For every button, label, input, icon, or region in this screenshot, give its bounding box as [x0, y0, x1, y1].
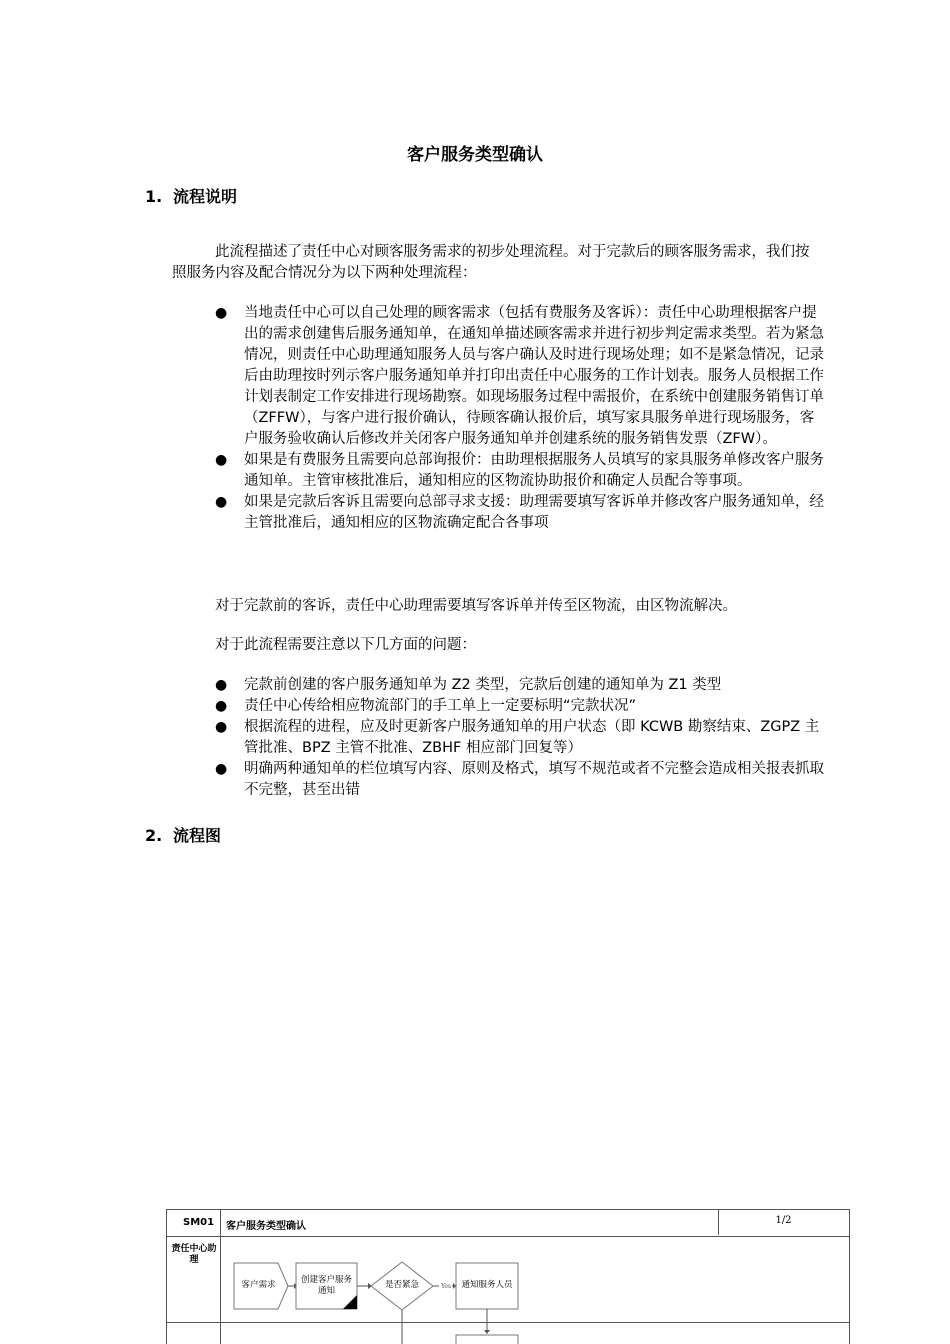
- bullet-icon: ●: [215, 761, 228, 777]
- list-item: [215, 759, 825, 801]
- list-item: [215, 303, 825, 450]
- document-title: 客户服务类型确认: [407, 145, 543, 165]
- list-item-text: 如果是完款后客诉且需要向总部寻求支援：助理需要填写客诉单并修改客户服务通知单，经主管批准后，通知相应的区物流确定配合各事项: [244, 494, 824, 531]
- list-item-text: 完款前创建的客户服务通知单为 Z2 类型，完款后创建的通知单为 Z1 类型: [244, 677, 722, 693]
- section-2-title: 流程图: [173, 826, 222, 845]
- list-item-text: 责任中心传给相应物流部门的手工单上一定要标明“完款状况”: [244, 698, 637, 714]
- section-1-heading: [145, 184, 237, 207]
- flowchart-name: 客户服务类型确认: [226, 1221, 306, 1232]
- bullet-icon: ●: [215, 452, 228, 468]
- list-item: [215, 492, 825, 534]
- flowchart: [166, 1209, 850, 1344]
- list-item-text: 明确两种通知单的栏位填写内容、原则及格式，填写不规范或者不完整会造成相关报表抓取不完整，甚至出错: [244, 761, 824, 798]
- bullet-icon: ●: [215, 677, 228, 693]
- attention-intro: 对于此流程需要注意以下几方面的问题：: [215, 637, 476, 653]
- bullet-icon: ●: [215, 494, 228, 510]
- list-item: [215, 450, 825, 492]
- section-2-heading: [145, 823, 221, 846]
- section-1-title: 流程说明: [173, 187, 238, 206]
- bullet-icon: ●: [215, 305, 228, 321]
- flowchart-shapes: [166, 1209, 850, 1344]
- start-node-label: 客户需求: [241, 1280, 276, 1290]
- list-item-text: 根据流程的进程，应及时更新客户服务通知单的用户状态（即 KCWB 勘察结束、ZGPZ 主管批准、BPZ 主管不批准、ZBHF 相应部门回复等）: [244, 719, 820, 756]
- process-type-list: [215, 303, 825, 534]
- notify-node-label: 通知服务人员: [461, 1280, 513, 1290]
- flowchart-page: 1/2: [775, 1215, 792, 1226]
- list-item: [215, 696, 825, 717]
- list-item: [215, 717, 825, 759]
- decision-node-label: 是否紧急: [384, 1280, 419, 1290]
- bullet-icon: ●: [215, 698, 228, 714]
- next-node: [456, 1335, 518, 1344]
- bullet-icon: ●: [215, 719, 228, 735]
- intro-paragraph: 此流程描述了责任中心对顾客服务需求的初步处理流程。对于完款后的顾客服务需求，我们按照服务内容及配合情况分为以下两种处理流程：: [172, 244, 810, 281]
- arrowhead: [484, 1330, 490, 1334]
- section-1-number: 1.: [145, 187, 163, 206]
- list-item: [215, 675, 825, 696]
- list-item-text: 如果是有费服务且需要向总部询报价：由助理根据服务人员填写的家具服务单修改客户服务通知单。主管审核批准后，通知相应的区物流协助报价和确定人员配合等事项。: [244, 452, 824, 489]
- create-node-label: 创建客户服务通知: [300, 1275, 352, 1296]
- edge-yes-label: Yes: [440, 1283, 452, 1290]
- list-item-text: 当地责任中心可以自己处理的顾客需求（包括有费服务及客诉）：责任中心助理根据客户提出的需求创建售后服务通知单，在通知单描述顾客需求并进行初步判定需求类型。若为紧急情况，则责任中心助理通知服务人员与客户确认及时进行现场处理；如不是紧急情况，记录后由助理按时列示客户服务通知单并打印出责任中心服务的工作计划表。服务人员根据工作计划表制定工作安排进行现场勘察。如现场服务过程中需报价，在系统中创建服务销售订单（ZFFW），与客户进行报价确认，待顾客确认报价后，填写家具服务单进行现场服务，客户服务验收确认后修改并关闭客户服务通知单并创建系统的服务销售发票（ZFW）。: [244, 305, 824, 447]
- lane-label: 责任中心助理: [171, 1244, 217, 1265]
- section-2-number: 2.: [145, 826, 163, 845]
- attention-list: [215, 675, 825, 801]
- complaint-paragraph: 对于完款前的客诉，责任中心助理需要填写客诉单并传至区物流，由区物流解决。: [215, 598, 737, 614]
- flowchart-code: SM01: [183, 1217, 215, 1228]
